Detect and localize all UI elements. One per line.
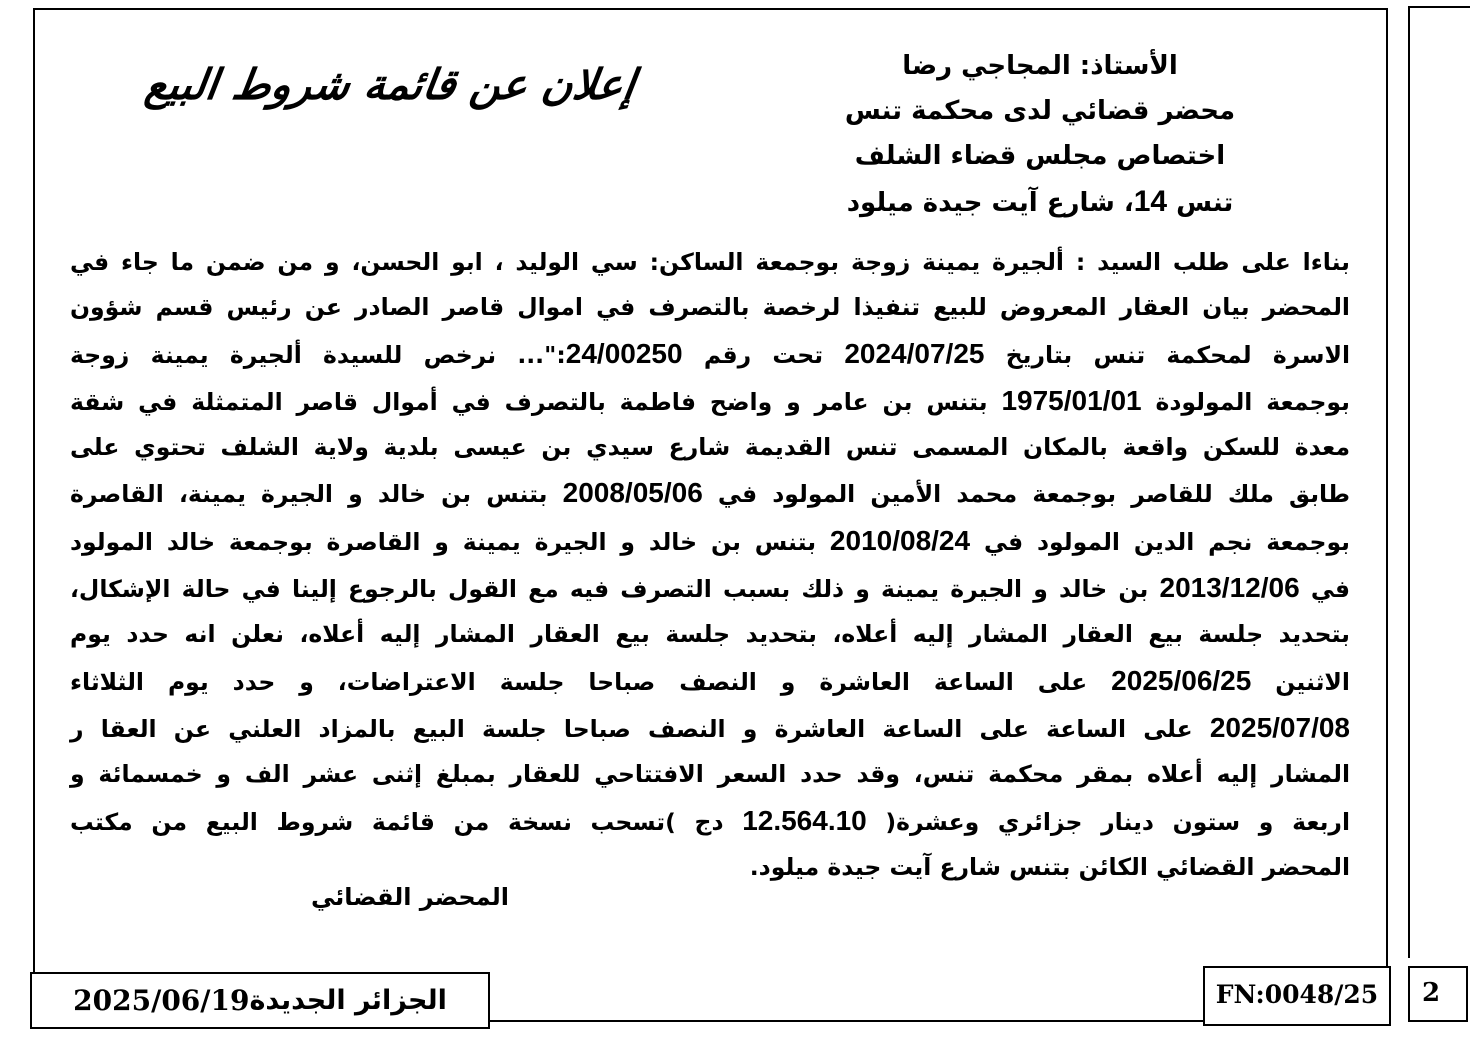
address-number: 14	[1133, 185, 1168, 218]
body-line	[70, 470, 1350, 517]
body-line	[70, 518, 1350, 565]
body-line: معدة للسكن واقعة بالمكان المسمى تنس القديمة شارع سيدي بن عيسى بلدية ولاية الشلف تحتوي على	[70, 433, 1350, 462]
body-text-segment: بوجمعة المولودة	[1141, 387, 1350, 416]
license-date: 2024/07/25	[844, 337, 985, 369]
body-text-segment: دج )تسحب نسخة من قائمة شروط البيع من مكتب	[70, 807, 743, 836]
body-line	[70, 565, 1350, 612]
body-text-segment: على الساعة على الساعة العاشرة و النصف صباحا جلسة البيع بالمزاد العلني عن العقا ر	[70, 714, 1210, 743]
birth-date: 1975/01/01	[1001, 384, 1142, 416]
body-text-segment: :"... نرخص للسيدة ألجيرة يمينة زوجة	[70, 340, 566, 369]
body-text-segment: في	[1299, 575, 1350, 604]
adjacent-footer-digit: 2	[1422, 978, 1441, 1008]
body-text-segment: تحت رقم	[682, 340, 845, 369]
body-line: المشار إليه أعلاه بمقر محكمة تنس، وقد حدد السعر الافتتاحي للعقار بمبلغ إثنى عشر الف و خمسمائة و	[70, 760, 1350, 789]
reference-number: FN:0048/25	[1215, 980, 1379, 1009]
license-number: 24/00250	[565, 337, 683, 369]
bailiff-header	[780, 44, 1300, 226]
opening-price: 12.564.10	[742, 804, 867, 836]
publication-date: 2025/06/19	[73, 984, 250, 1017]
notice-title: إعلان عن قائمة شروط البيع	[142, 60, 639, 109]
body-line: المحضر القضائي الكائن بتنس شارع آيت جيدة ميلود.	[749, 852, 1350, 881]
auction-session-date: 2025/07/08	[1209, 711, 1350, 743]
newspaper-name: الجزائر الجديدة	[249, 985, 447, 1016]
objection-session-date: 2025/06/25	[1111, 664, 1252, 696]
birth-date: 2013/12/06	[1159, 572, 1300, 604]
adjacent-footer-box	[1408, 966, 1468, 1022]
body-text-segment: الاسرة لمحكمة تنس بتاريخ	[984, 340, 1351, 369]
signature: المحضر القضائي	[310, 883, 510, 911]
body-text-segment: طابق ملك للقاصر بوجمعة محمد الأمين المولود في	[702, 480, 1350, 509]
address-prefix: تنس	[1167, 188, 1234, 218]
address-suffix: ، شارع آيت جيدة ميلود	[846, 188, 1134, 218]
body-line: بتحديد جلسة بيع العقار المشار إليه أعلاه، بتحديد جلسة بيع العقار المشار إليه أعلاه، نعلن انه حدد يوم	[70, 620, 1350, 649]
bailiff-jurisdiction: اختصاص مجلس قضاء الشلف	[854, 141, 1226, 171]
reference-box	[1203, 966, 1391, 1026]
birth-date: 2010/08/24	[829, 524, 971, 556]
body-line	[70, 705, 1350, 752]
body-line: المحضر بيان العقار المعروض للبيع تنفيذا لرخصة بالتصرف في اموال قاصر الصادر عن رئيس قسم شؤون	[70, 293, 1350, 322]
body-text-segment: على الساعة العاشرة و النصف صباحا جلسة الاعتراضات، و حدد يوم الثلاثاء	[70, 667, 1112, 696]
body-text-segment: بتنس بن خالد و الجيرة يمينة و القاصرة بوجمعة خالد المولود	[70, 527, 830, 556]
birth-date: 2008/05/06	[562, 477, 703, 509]
body-text-segment: الاثنين	[1251, 667, 1350, 696]
body-line	[70, 378, 1350, 425]
bailiff-name: الأستاذ: المجاجي رضا	[902, 51, 1178, 81]
notice-body	[70, 240, 1350, 890]
body-line	[70, 658, 1350, 705]
body-text-segment: بوجمعة نجم الدين المولود في	[970, 527, 1350, 556]
adjacent-announcement-edge	[1408, 6, 1470, 958]
body-text-segment: اربعة و ستون دينار جزائري وعشرة(	[866, 807, 1351, 836]
bailiff-court: محضر قضائي لدى محكمة تنس	[844, 96, 1236, 126]
body-line	[70, 798, 1350, 845]
body-text-segment: بن خالد و الجيرة يمينة و ذلك بسبب التصرف فيه مع القول بالرجوع إلينا في حالة الإشكال،	[70, 575, 1160, 604]
body-text-segment: بتنس بن عامر و واضح فاطمة بالتصرف في أموال قاصر المتمثلة في شقة	[70, 387, 1002, 416]
body-line	[70, 331, 1350, 378]
publication-box	[30, 972, 490, 1029]
body-text-segment: بتنس بن خالد و الجيرة يمينة، القاصرة	[70, 480, 563, 509]
body-line: بناءا على طلب السيد : ألجيرة يمينة زوجة بوجمعة الساكن: سي الوليد ، ابو الحسن، و من ضمن ما جاء في	[70, 248, 1350, 276]
bailiff-address	[780, 179, 1300, 226]
